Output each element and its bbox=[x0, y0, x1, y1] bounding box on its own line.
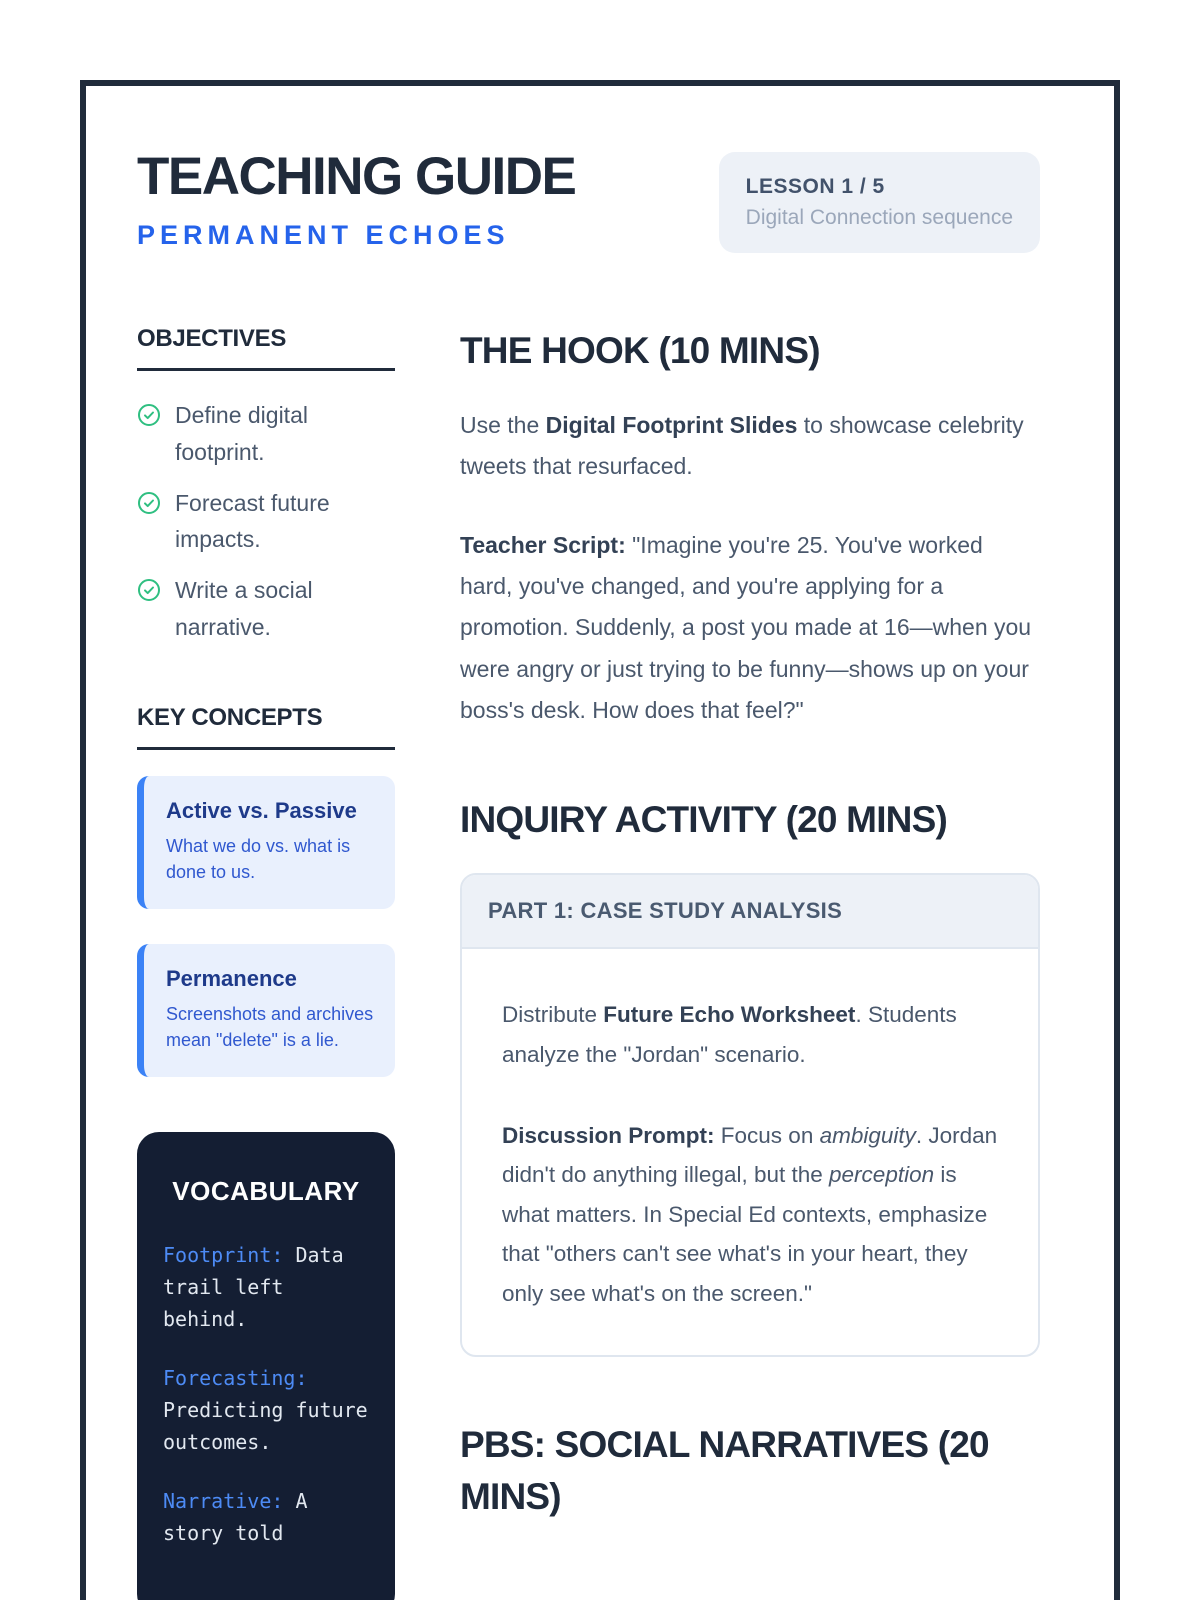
bold-text: Teacher Script: bbox=[460, 531, 626, 558]
concept-cards bbox=[137, 776, 395, 1077]
vocabulary-list bbox=[163, 1239, 369, 1549]
page-frame bbox=[80, 80, 1120, 1600]
vocab-term: Narrative: bbox=[163, 1489, 284, 1514]
concept-body: What we do vs. what is done to us. bbox=[166, 835, 351, 882]
objectives-heading: OBJECTIVES bbox=[137, 325, 395, 371]
text: Focus on bbox=[714, 1123, 820, 1149]
italic-text: perception bbox=[829, 1162, 935, 1188]
page-title: TEACHING GUIDE bbox=[137, 147, 576, 206]
objective-text: Write a social narrative. bbox=[175, 577, 313, 640]
title-block bbox=[137, 147, 576, 251]
check-circle-icon bbox=[137, 403, 161, 427]
section-pbs-social-narratives bbox=[460, 1419, 1040, 1523]
activity-card-body bbox=[462, 949, 1038, 1355]
vocab-entry: Footprint: Data trail left behind. bbox=[163, 1243, 344, 1332]
concept-card bbox=[137, 944, 395, 1077]
objective-text: Define digital footprint. bbox=[175, 402, 308, 465]
section-inquiry-activity bbox=[460, 794, 1040, 1357]
text: . Students analyze the "Jordan" scenario. bbox=[502, 1002, 957, 1067]
vocabulary-card bbox=[137, 1132, 395, 1600]
card-paragraph bbox=[502, 1116, 998, 1313]
card-paragraph bbox=[502, 995, 998, 1074]
objectives-list bbox=[137, 397, 395, 646]
text: Use the bbox=[460, 411, 546, 438]
text: is what matters. In Special Ed contexts, emphasize that "others can't see what's in your heart, they only see what's on the screen." bbox=[502, 1162, 988, 1306]
section-heading: THE HOOK (10 MINS) bbox=[460, 330, 820, 371]
text: "Imagine you're 25. You've worked hard, you've changed, and you're applying for a promotion. Suddenly, a post you made at 16—when you were angry or just trying to be funny—shows up on your boss's desk. How does that feel?" bbox=[460, 531, 1032, 724]
objectives-section bbox=[137, 325, 395, 646]
lesson-badge bbox=[719, 152, 1040, 253]
sidebar bbox=[137, 325, 395, 1600]
header bbox=[137, 147, 1040, 253]
paragraph bbox=[460, 405, 1040, 488]
concept-title: Permanence bbox=[166, 965, 297, 991]
vocab-entry: Narrative: A story told bbox=[163, 1489, 308, 1546]
italic-text: ambiguity bbox=[819, 1123, 916, 1149]
vocab-term: Footprint: bbox=[163, 1243, 284, 1268]
check-circle-icon bbox=[137, 491, 161, 515]
paragraph bbox=[460, 525, 1040, 732]
bold-text: Discussion Prompt: bbox=[502, 1123, 715, 1149]
vocab-term: Forecasting: bbox=[163, 1366, 308, 1391]
concept-body: Screenshots and archives mean "delete" is a lie. bbox=[166, 1003, 374, 1051]
concept-title: Active vs. Passive bbox=[166, 797, 357, 823]
bold-text: Digital Footprint Slides bbox=[545, 411, 798, 438]
text: to showcase celebrity tweets that resurfaced. bbox=[460, 411, 1024, 480]
content-columns bbox=[137, 325, 1040, 1600]
objective-item bbox=[137, 397, 395, 471]
objective-item bbox=[137, 485, 395, 559]
lesson-sequence: Digital Connection sequence bbox=[745, 206, 1013, 229]
key-concepts-section bbox=[137, 704, 395, 1077]
text: . Jordan didn't do anything illegal, but the bbox=[502, 1123, 998, 1188]
page-subtitle: PERMANENT ECHOES bbox=[137, 220, 510, 251]
key-concepts-heading: KEY CONCEPTS bbox=[137, 704, 395, 750]
check-circle-icon bbox=[137, 578, 161, 602]
objective-item bbox=[137, 572, 395, 646]
section-the-hook bbox=[460, 325, 1040, 732]
section-heading: INQUIRY ACTIVITY (20 MINS) bbox=[460, 798, 947, 840]
vocabulary-heading: VOCABULARY bbox=[172, 1176, 360, 1207]
bold-text: Future Echo Worksheet bbox=[603, 1002, 856, 1028]
text: Distribute bbox=[502, 1002, 604, 1028]
objective-text: Forecast future impacts. bbox=[175, 489, 330, 553]
activity-card bbox=[460, 873, 1040, 1357]
activity-card-header: PART 1: CASE STUDY ANALYSIS bbox=[462, 875, 1038, 949]
main-content bbox=[460, 325, 1040, 1585]
vocab-entry: Forecasting: Predicting future outcomes. bbox=[163, 1366, 368, 1455]
lesson-number: LESSON 1 / 5 bbox=[745, 175, 885, 198]
section-heading: PBS: SOCIAL NARRATIVES (20 MINS) bbox=[460, 1423, 989, 1517]
concept-card bbox=[137, 776, 395, 909]
